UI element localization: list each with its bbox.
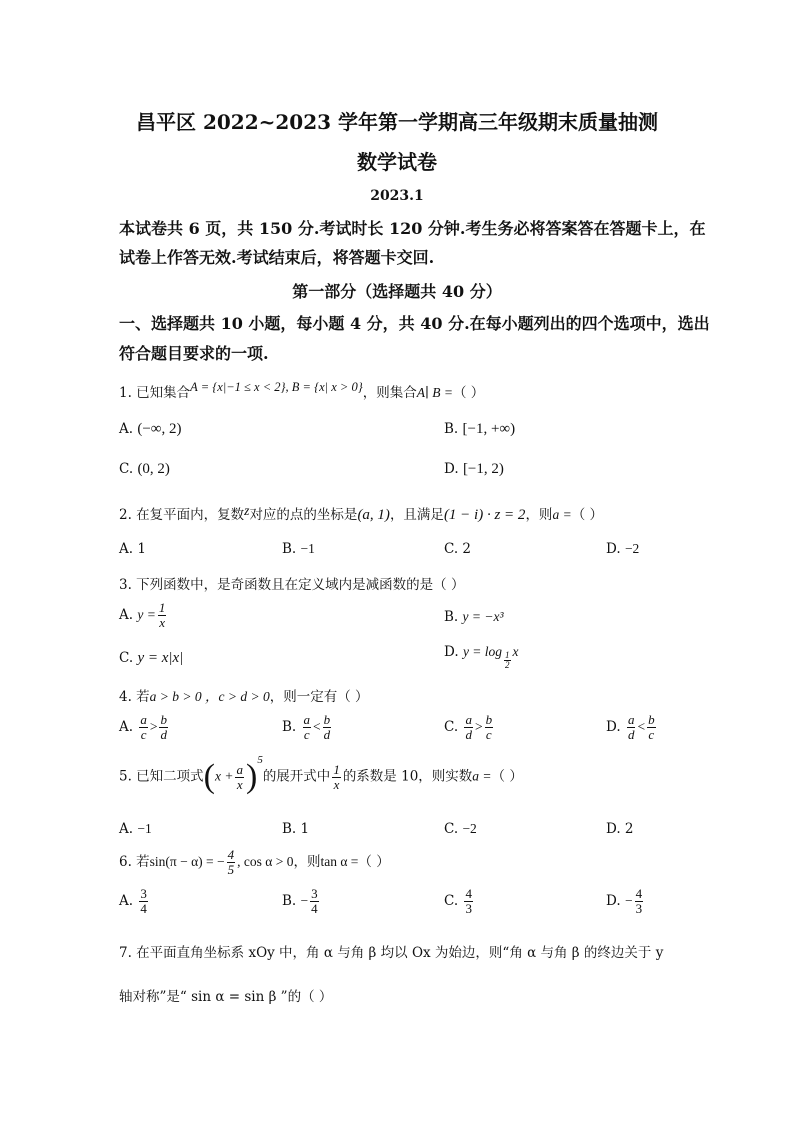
question-6-option-a[interactable]: A. $\frac{3}{4}$ <box>119 886 147 916</box>
question-2-option-a[interactable]: A. 1 <box>119 541 146 557</box>
question-4-option-a[interactable]: A. $\frac{a}{c}$ > $\frac{b}{d}$ <box>119 712 167 742</box>
question-6-option-c[interactable]: C. $\frac{4}{3}$ <box>444 886 472 916</box>
question-6-option-d[interactable]: D. − $\frac{4}{3}$ <box>606 886 643 916</box>
question-1-stem: 1. 已知集合A = {x|−1 ≤ x < 2}, B = {x| x > 0}，则集合A∣ B =（ ） <box>119 380 485 401</box>
question-4-option-b[interactable]: B. $\frac{a}{c}$ < $\frac{b}{d}$ <box>282 712 331 742</box>
question-4-option-c[interactable]: C. $\frac{a}{d}$ > $\frac{b}{c}$ <box>444 712 493 742</box>
question-5-option-c[interactable]: C. −2 <box>444 821 477 837</box>
question-2-option-b[interactable]: B. −1 <box>282 541 315 557</box>
question-3-option-c[interactable]: C. y = x|x| <box>119 650 184 666</box>
question-1-option-c[interactable]: C. (0, 2) <box>119 461 170 477</box>
question-7-stem-line-1: 7. 在平面直角坐标系 xOy 中，角 α 与角 β 均以 Ox 为始边，则“角 α 与角 β 的终边关于 y <box>119 945 664 961</box>
question-7-stem-line-2: 轴对称”是“ sin α = sin β ”的（ ） <box>119 989 333 1005</box>
question-2-option-c[interactable]: C. 2 <box>444 541 472 557</box>
part-title: 第一部分（选择题共 40 分） <box>292 282 502 301</box>
question-2-option-d[interactable]: D. −2 <box>606 541 640 557</box>
question-5-option-b[interactable]: B. 1 <box>282 821 310 837</box>
instructions-line-1: 本试卷共 6 页，共 150 分.考试时长 120 分钟.考生务必将答案答在答题卡上，在 <box>119 219 706 238</box>
question-6-option-b[interactable]: B. − $\frac{3}{4}$ <box>282 886 318 916</box>
question-4-stem: 4. 若a > b > 0 ，c > d > 0，则一定有（ ） <box>119 689 369 705</box>
question-4-option-d[interactable]: D. $\frac{a}{d}$ < $\frac{b}{c}$ <box>606 712 655 742</box>
exam-date: 2023.1 <box>370 188 424 204</box>
question-5-option-a[interactable]: A. −1 <box>119 821 152 837</box>
exam-title: 昌平区 2022~2023 学年第一学期高三年级期末质量抽测 <box>135 110 658 134</box>
question-5-stem: 5. 已知二项式(x + $\frac{a}{x}$ )$^5$的展开式中 $\frac{1}{x}$ 的系数是 10，则实数a =（ ） <box>119 753 523 795</box>
exam-subtitle: 数学试卷 <box>357 150 437 174</box>
section-line-2: 符合题目要求的一项. <box>119 344 269 363</box>
question-3-stem: 3. 下列函数中，是奇函数且在定义域内是减函数的是（ ） <box>119 577 465 593</box>
instructions-line-2: 试卷上作答无效.考试结束后，将答题卡交回. <box>119 248 435 267</box>
question-1-option-b[interactable]: B. [−1, +∞) <box>444 421 516 437</box>
section-line-1: 一、选择题共 10 小题，每小题 4 分，共 40 分.在每小题列出的四个选项中，选出 <box>119 314 710 333</box>
question-3-option-b[interactable]: B. y = −x³ <box>444 609 504 625</box>
question-2-stem: 2. 在复平面内，复数z对应的点的坐标是(a, 1)，且满足(1 − i) · z = 2，则a =（ ） <box>119 503 603 523</box>
question-1-option-d[interactable]: D. [−1, 2) <box>444 461 504 477</box>
question-1-option-a[interactable]: A. (−∞, 2) <box>119 421 182 437</box>
question-6-stem: 6. 若sin(π − α) = − $\frac{4}{5}$ , cos α > 0，则tan α =（ ） <box>119 847 390 877</box>
question-5-option-d[interactable]: D. 2 <box>606 821 634 837</box>
question-3-option-d[interactable]: D. y = log $\frac{1}{2}$ x <box>444 644 519 670</box>
question-3-option-a[interactable]: A. y = $\frac{1}{x}$ <box>119 600 166 630</box>
